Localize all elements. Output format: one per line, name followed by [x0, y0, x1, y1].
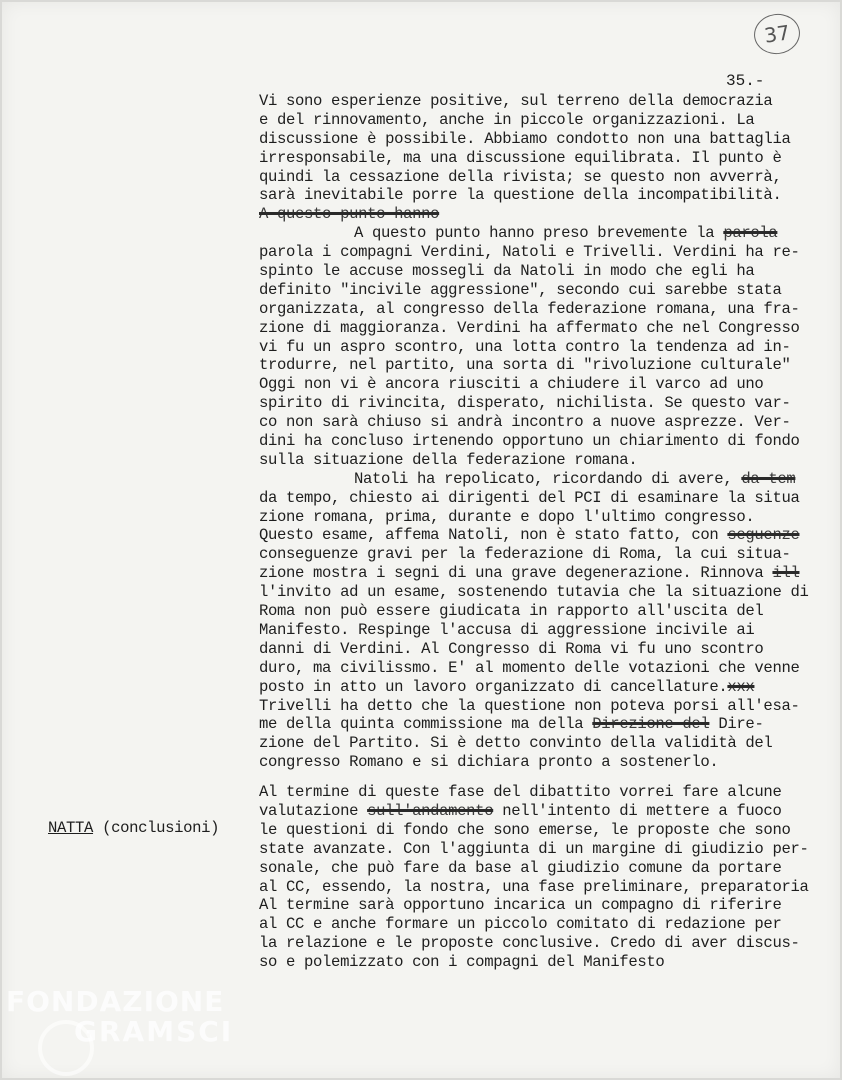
watermark-logo-icon	[38, 1020, 94, 1076]
text-line	[259, 432, 840, 451]
line-text-continued: Dire-	[709, 715, 764, 734]
text-line	[259, 526, 840, 545]
line-text: conseguenze gravi per la federazione di Roma, la cui situa-	[259, 545, 791, 564]
archive-page-stamp: 37	[751, 11, 802, 57]
line-text: al CC e anche formare un piccolo comitato di redazione per	[259, 915, 782, 934]
text-line	[259, 564, 840, 583]
text-line	[259, 186, 840, 205]
line-text: discussione è possibile. Abbiamo condotto non una battaglia	[259, 129, 791, 148]
text-line	[259, 413, 840, 432]
text-line	[259, 878, 840, 897]
line-text: Al termine di queste fase del dibattito vorrei fare alcune	[259, 783, 782, 802]
line-text: valutazione	[259, 801, 368, 820]
text-line	[259, 319, 840, 338]
text-line	[259, 243, 840, 262]
line-text: spinto le accuse mossegli da Natoli in modo che egli ha	[259, 262, 755, 281]
text-line	[259, 205, 840, 224]
text-line	[259, 489, 840, 508]
text-line	[259, 659, 840, 678]
watermark-line-1: FONDAZIONE	[6, 985, 225, 1018]
line-text: al CC, essendo, la nostra, una fase preliminare, preparatoria	[259, 877, 809, 896]
line-text: dini ha concluso irtenendo opportuno un chiarimento di fondo	[259, 432, 800, 451]
line-text: danni di Verdini. Al Congresso di Roma vi fu uno scontro	[259, 639, 764, 658]
line-text: vi fu un aspro scontro, una lotta contro la tendenza ad in-	[259, 337, 791, 356]
text-line	[259, 338, 840, 357]
watermark-line-2: GRAMSCI	[74, 1015, 234, 1048]
line-text: parola i compagni Verdini, Natoli e Trivelli. Verdini ha re-	[259, 243, 800, 262]
document-page	[2, 2, 840, 1078]
struck-through-text: da tem	[741, 469, 796, 488]
line-text: trodurre, nel partito, una sorta di "rivoluzione culturale"	[259, 356, 791, 375]
line-text: e del rinnovamento, anche in piccole organizzazioni. La	[259, 110, 755, 129]
line-text: zione mostra i segni di una grave degenerazione. Rinnova	[259, 564, 773, 583]
line-text: zione romana, prima, durante e dopo l'ultimo congresso.	[259, 507, 755, 526]
text-line	[259, 92, 840, 111]
page-number: 35.-	[726, 72, 765, 90]
struck-through-text: parola	[723, 224, 778, 243]
speaker-name: NATTA	[48, 819, 94, 837]
text-line	[259, 640, 840, 659]
text-line	[259, 840, 840, 859]
line-text: quindi la cessazione della rivista; se questo non avverrà,	[259, 167, 782, 186]
line-text: definito "incivile aggressione", secondo cui sarebbe stata	[259, 280, 782, 299]
struck-through-text: A questo punto hanno	[259, 205, 440, 224]
text-line	[259, 583, 840, 602]
line-text: Questo esame, affema Natoli, non è stato fatto, con	[259, 526, 728, 545]
text-line	[259, 678, 840, 697]
line-text: me della quinta commissione ma della	[259, 715, 593, 734]
text-line	[259, 508, 840, 527]
line-text: zione di maggioranza. Verdini ha affermato che nel Congresso	[259, 318, 800, 337]
line-text: Trivelli ha detto che la questione non poteva porsi all'esa-	[259, 696, 800, 715]
text-line	[259, 281, 840, 300]
line-text: Roma non può essere giudicata in rapporto all'uscita del	[259, 602, 764, 621]
text-line	[259, 821, 840, 840]
line-text: sulla situazione della federazione romana.	[259, 450, 638, 469]
text-line	[259, 753, 840, 772]
text-line	[259, 697, 840, 716]
text-line	[259, 262, 840, 281]
text-line	[259, 545, 840, 564]
struck-through-text: ill	[772, 564, 800, 583]
text-line	[259, 375, 840, 394]
text-line	[259, 356, 840, 375]
text-line	[259, 621, 840, 640]
struck-through-text: sull'andamento	[367, 801, 494, 820]
struck-through-text: Direzione del	[592, 715, 710, 734]
text-line	[259, 470, 840, 489]
line-text-continued: nell'intento di mettere a fuoco	[493, 801, 782, 820]
struck-through-text: xxx	[727, 677, 755, 696]
text-line	[259, 896, 840, 915]
line-text: congresso Romano e si dichiara pronto a sostenerlo.	[259, 753, 719, 772]
text-line	[259, 915, 840, 934]
speaker-label	[48, 819, 219, 837]
text-line	[259, 168, 840, 187]
text-line	[259, 859, 840, 878]
text-line	[259, 602, 840, 621]
line-text: duro, ma civilissmo. E' al momento delle votazioni che venne	[259, 658, 800, 677]
text-line	[259, 111, 840, 130]
line-text: Manifesto. Respinge l'accusa di aggressione incivile ai	[259, 620, 755, 639]
text-line	[259, 300, 840, 319]
line-text: da tempo, chiesto ai dirigenti del PCI di esaminare la situa	[259, 488, 800, 507]
text-line	[259, 394, 840, 413]
line-text: Vi sono esperienze positive, sul terreno della democrazia	[259, 92, 773, 110]
line-text: irresponsabile, ma una discussione equilibrata. Il punto è	[259, 148, 782, 167]
line-text: A questo punto hanno preso brevemente la	[354, 224, 724, 243]
line-text: co non sarà chiuso si andrà incontro a nuove asprezze. Ver-	[259, 413, 791, 432]
line-text: Oggi non vi è ancora riusciti a chiudere il varco ad uno	[259, 375, 764, 394]
line-text: spirito di rivincita, disperato, nichilista. Se questo var-	[259, 394, 791, 413]
line-text: le questioni di fondo che sono emerse, le proposte che sono	[259, 820, 791, 839]
line-text: sarà inevitabile porre la questione della incompatibilità.	[259, 186, 782, 205]
text-line	[259, 130, 840, 149]
text-line	[259, 734, 840, 753]
text-line	[259, 224, 840, 243]
text-line	[259, 783, 840, 802]
text-line	[259, 451, 840, 470]
line-text: la relazione e le proposte conclusive. Credo di aver discus-	[259, 934, 800, 953]
line-text: Natoli ha repolicato, ricordando di avere,	[354, 469, 742, 488]
line-text: so e polemizzato con i compagni del Manifesto	[259, 953, 665, 972]
text-line	[259, 934, 840, 953]
paragraph-gap	[259, 772, 840, 783]
line-text: l'invito ad un esame, sostenendo tutavia che la situazione di	[259, 583, 809, 602]
text-line	[259, 953, 840, 972]
line-text: state avanzate. Con l'aggiunta di un margine di giudizio per-	[259, 839, 809, 858]
line-text: sonale, che può fare da base al giudizio comune da portare	[259, 858, 782, 877]
text-line	[259, 802, 840, 821]
struck-through-text: seguenze	[727, 526, 800, 545]
line-text: Al termine sarà opportuno incarica un compagno di riferire	[259, 896, 782, 915]
typewritten-body	[259, 92, 840, 972]
speaker-note: (conclusioni)	[102, 819, 220, 837]
line-text: zione del Partito. Si è detto convinto della validità del	[259, 734, 773, 753]
line-text: posto in atto un lavoro organizzato di cancellature.	[259, 677, 728, 696]
text-line	[259, 149, 840, 168]
text-line	[259, 715, 840, 734]
line-text: organizzata, al congresso della federazione romana, una fra-	[259, 299, 800, 318]
